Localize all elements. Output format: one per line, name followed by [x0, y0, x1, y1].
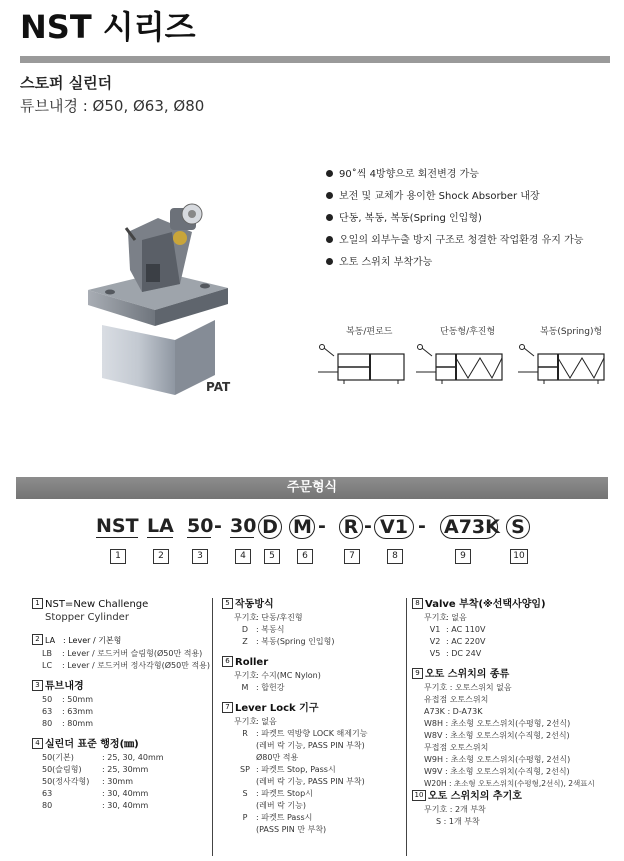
symbol-label-spring: 복동(Spring)형: [540, 327, 603, 337]
code-index-badge: 6: [297, 549, 313, 564]
order-format-header: 주문형식: [16, 477, 608, 499]
legend-column-1: 1 NST=New Challenge Stopper Cylinder 2 LA : Lever / 기본형 LB : Lever / 로드커버 슬림형(Ø50만 적용) LC : Lever / 로드커버 정사각형(Ø50만 적용) 3 튜브내경 50 : 50mm 63 : 63mm 80 : 80mm 4 실린더 표준 행정(㎜) 50(기본) : 25, 30, 40mm 50(슬림형) : 25, 30mm 50(정사각형) : 30mm 63 : 30, 40mm 80 : 30, 40mm: [32, 598, 208, 812]
bullet-icon: [326, 170, 333, 177]
bore-spec: 튜브내경 : Ø50, Ø63, Ø80: [20, 97, 205, 115]
product-subtitle: 스토퍼 실린더: [20, 74, 113, 92]
code-index-badge: 7: [344, 549, 360, 564]
symbol-label-double-acting: 복동/편로드: [346, 327, 393, 337]
legend-valve: 8 Valve 부착(※선택사양임): [412, 598, 617, 612]
code-index-badge: 10: [510, 549, 528, 564]
bullet-icon: [326, 214, 333, 221]
symbol-label-single-acting: 단동형/후진형: [440, 327, 496, 337]
feature-item: 보전 및 교체가 용이한 Shock Absorber 내장: [326, 186, 616, 208]
product-image: [80, 180, 260, 400]
legend-type: 2 LA : Lever / 기본형: [32, 634, 208, 648]
code-segment-roller: M: [289, 515, 315, 539]
code-segment-type: LA: [147, 515, 174, 537]
patent-badge: PAT: [206, 380, 231, 394]
feature-item: 오토 스위치 부착가능: [326, 252, 616, 274]
code-separator: -: [418, 515, 426, 537]
code-segment-stroke: 30: [230, 515, 257, 537]
legend-action: 5 작동방식: [222, 598, 402, 612]
legend-roller: 6 Roller: [222, 656, 402, 670]
code-segment-switch-qty: S: [506, 515, 530, 539]
legend-column-2: 5 작동방식 무기호: 단동/후진형 D : 복동식 Z : 복동(Spring 인입형) 6 Roller 무기호: 수지(MC Nylon) M : 합헌강 7 Lever Lock 기구 무기호: 없음 R : 파켓트 역방향 LOCK 해제기능 (레버 락 기능, PASS PIN 부착) Ø80만 적용 SP : 파켓트 Stop, Pass시 (레버 락 기능, PASS PIN 부착) S : 파켓트 Stop시 (레버 락 기능) P : 파켓트 Pass시 (PASS PIN 만 부착): [222, 598, 402, 836]
bullet-icon: [326, 192, 333, 199]
page-title: NST 시리즈: [20, 8, 196, 46]
feature-item: 단동, 복동, 복동(Spring 인입형): [326, 208, 616, 230]
feature-item: 90˚씩 4방향으로 회전변경 가능: [326, 164, 616, 186]
feature-list: [326, 164, 616, 274]
code-separator: -: [214, 515, 222, 537]
code-index-badge: 8: [387, 549, 403, 564]
bullet-icon: [326, 258, 333, 265]
code-separator: -: [364, 515, 372, 537]
legend-stroke: 4 실린더 표준 행정(㎜): [32, 738, 208, 752]
cylinder-symbol-single-acting-icon: [416, 340, 506, 386]
column-divider: [212, 598, 213, 856]
code-index-badge: 4: [235, 549, 251, 564]
code-segment-action: D: [258, 515, 282, 539]
column-divider: [406, 598, 407, 856]
code-segment-switch: A73K: [440, 515, 498, 539]
title-divider: [20, 56, 610, 63]
legend-auto-switch-type: 9 오토 스위치의 종류: [412, 668, 617, 682]
legend-column-3: 8 Valve 부착(※선택사양임) 무기호: 없음 V1 : AC 110V V2 : AC 220V V5 : DC 24V 9 오토 스위치의 종류 무기호 : 오토스위치 없음 유접점 오토스위치 A73K : D-A73K W8H : 초소형 오토스위치(수평형, 2선식) W8V : 초소형 오토스위치(수직형, 2선식) 무접점 오토스위치 W9H : 초소형 오토스위치(수평형, 2선식) W9V : 초소형 오토스위치(수직형, 2선식) W20H : 초소형 오토스위치(수평형,2선식), 2색표시 10 오토 스위치의 추기호 무기호 : 2개 부착 S : 1개 부착: [412, 598, 617, 828]
code-segment-series: NST: [96, 515, 139, 537]
code-segment-lock: R: [339, 515, 363, 539]
code-index-badge: 5: [264, 549, 280, 564]
code-index-badge: 3: [192, 549, 208, 564]
code-index-badge: 1: [110, 549, 126, 564]
bullet-icon: [326, 236, 333, 243]
code-index-badge: 2: [153, 549, 169, 564]
cylinder-symbol-double-acting-icon: [318, 340, 408, 386]
code-segment-valve: V1: [374, 515, 414, 539]
code-separator: -: [318, 515, 326, 537]
code-segment-bore: 50: [187, 515, 214, 537]
legend-lever-lock: 7 Lever Lock 기구: [222, 702, 402, 716]
feature-item: 오일의 외부누출 방지 구조로 청결한 작업환경 유지 가능: [326, 230, 616, 252]
legend-auto-switch-qty: 10 오토 스위치의 추기호: [412, 790, 617, 804]
code-index-badge: 9: [455, 549, 471, 564]
legend-series: 1 NST=New Challenge: [32, 598, 208, 612]
cylinder-symbol-spring-icon: [518, 340, 608, 386]
legend-bore: 3 튜브내경: [32, 680, 208, 694]
